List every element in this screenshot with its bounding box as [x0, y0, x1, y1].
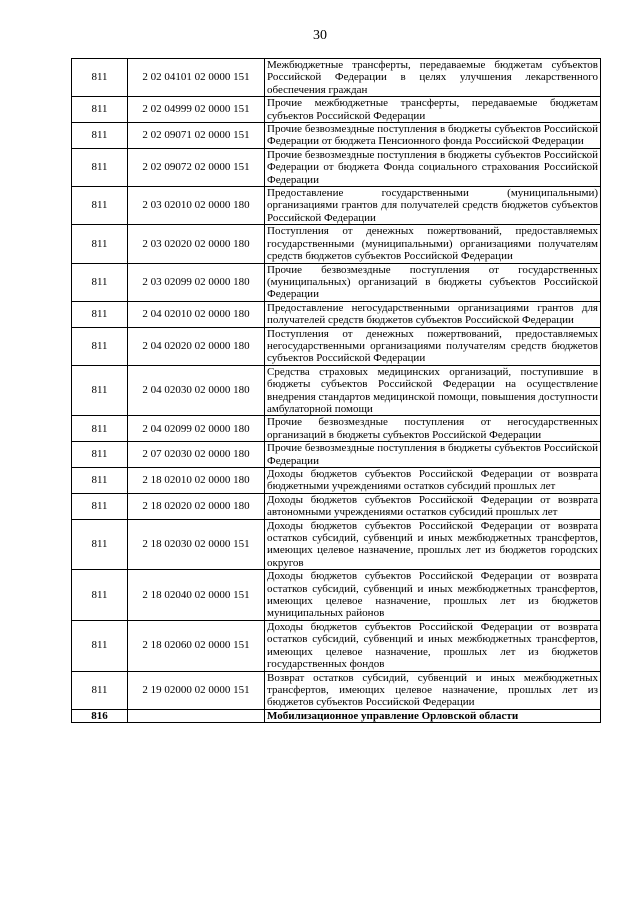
revenue-code-cell: 2 04 02030 02 0000 180	[128, 365, 265, 416]
revenue-name-cell: Прочие безвозмездные поступления в бюджеты субъектов Российской Федерации от бюджета Пенсионного фонда Российской Федерации	[265, 123, 601, 149]
revenue-code-cell: 2 18 02060 02 0000 151	[128, 620, 265, 671]
administrator-code-cell: 811	[72, 148, 128, 186]
administrator-code-cell: 811	[72, 301, 128, 327]
administrator-code-cell: 811	[72, 671, 128, 709]
revenue-name-cell: Доходы бюджетов субъектов Российской Федерации от возврата автономными учреждениями остатков субсидий прошлых лет	[265, 493, 601, 519]
table-row	[72, 416, 601, 442]
table-row	[72, 301, 601, 327]
revenue-code-cell: 2 18 02040 02 0000 151	[128, 570, 265, 621]
revenue-code-cell: 2 04 02020 02 0000 180	[128, 327, 265, 365]
section-row	[72, 709, 601, 722]
administrator-code-cell: 811	[72, 519, 128, 570]
administrator-code-cell: 811	[72, 263, 128, 301]
table-row	[72, 468, 601, 494]
administrator-code-cell: 811	[72, 97, 128, 123]
revenue-code-cell: 2 02 09071 02 0000 151	[128, 123, 265, 149]
revenue-name-cell: Мобилизационное управление Орловской области	[265, 709, 601, 722]
table-row	[72, 263, 601, 301]
administrator-code-cell: 816	[72, 709, 128, 722]
revenue-code-cell: 2 03 02010 02 0000 180	[128, 187, 265, 225]
administrator-code-cell: 811	[72, 570, 128, 621]
revenue-name-cell: Прочие безвозмездные поступления от негосударственных организаций в бюджеты субъектов Российской Федерации	[265, 416, 601, 442]
revenue-name-cell: Доходы бюджетов субъектов Российской Федерации от возврата остатков субсидий, субвенций и иных межбюджетных трансфертов, имеющих целевое назначение, прошлых лет из бюджетов городских округов	[265, 519, 601, 570]
administrator-code-cell: 811	[72, 442, 128, 468]
table-row	[72, 493, 601, 519]
revenue-code-cell: 2 04 02099 02 0000 180	[128, 416, 265, 442]
administrator-code-cell: 811	[72, 365, 128, 416]
table-row	[72, 97, 601, 123]
table-row	[72, 148, 601, 186]
revenue-code-cell: 2 18 02020 02 0000 180	[128, 493, 265, 519]
table-row	[72, 442, 601, 468]
revenue-name-cell: Поступления от денежных пожертвований, предоставляемых негосударственными организациями получателям средств бюджетов субъектов Российской Федерации	[265, 327, 601, 365]
administrator-code-cell: 811	[72, 416, 128, 442]
table-row	[72, 671, 601, 709]
revenue-code-cell: 2 03 02020 02 0000 180	[128, 225, 265, 263]
administrator-code-cell: 811	[72, 187, 128, 225]
revenue-name-cell: Предоставление государственными (муниципальными) организациями грантов для получателей средств бюджетов субъектов Российской Федерации	[265, 187, 601, 225]
revenue-name-cell: Доходы бюджетов субъектов Российской Федерации от возврата остатков субсидий, субвенций и иных межбюджетных трансфертов, имеющих целевое назначение, прошлых лет из бюджетов муниципальных районов	[265, 570, 601, 621]
table-row	[72, 187, 601, 225]
revenue-code-cell: 2 02 09072 02 0000 151	[128, 148, 265, 186]
administrator-code-cell: 811	[72, 59, 128, 97]
revenue-name-cell: Возврат остатков субсидий, субвенций и иных межбюджетных трансфертов, имеющих целевое назначение, прошлых лет из бюджетов субъектов Российской Федерации	[265, 671, 601, 709]
revenue-name-cell: Прочие безвозмездные поступления от государственных (муниципальных) организаций в бюджеты субъектов Российской Федерации	[265, 263, 601, 301]
revenue-name-cell: Прочие безвозмездные поступления в бюджеты субъектов Российской Федерации	[265, 442, 601, 468]
revenue-name-cell: Предоставление негосударственными организациями грантов для получателей средств бюджетов субъектов Российской Федерации	[265, 301, 601, 327]
table-row	[72, 570, 601, 621]
revenue-code-cell: 2 19 02000 02 0000 151	[128, 671, 265, 709]
table-row	[72, 225, 601, 263]
revenue-code-cell: 2 03 02099 02 0000 180	[128, 263, 265, 301]
budget-classification-table	[71, 58, 601, 723]
revenue-name-cell: Доходы бюджетов субъектов Российской Федерации от возврата бюджетными учреждениями остатков субсидий прошлых лет	[265, 468, 601, 494]
revenue-code-cell: 2 04 02010 02 0000 180	[128, 301, 265, 327]
revenue-code-cell: 2 02 04101 02 0000 151	[128, 59, 265, 97]
table-row	[72, 620, 601, 671]
revenue-name-cell: Поступления от денежных пожертвований, предоставляемых государственными (муниципальными) организациями получателям средств бюджетов субъектов Российской Федерации	[265, 225, 601, 263]
administrator-code-cell: 811	[72, 620, 128, 671]
table-row	[72, 123, 601, 149]
revenue-code-cell: 2 07 02030 02 0000 180	[128, 442, 265, 468]
table-row	[72, 59, 601, 97]
page-number: 30	[313, 28, 327, 43]
administrator-code-cell: 811	[72, 225, 128, 263]
revenue-code-cell	[128, 709, 265, 722]
table-body	[72, 59, 601, 723]
revenue-name-cell: Межбюджетные трансферты, передаваемые бюджетам субъектов Российской Федерации в целях улучшения лекарственного обеспечения граждан	[265, 59, 601, 97]
table-row	[72, 519, 601, 570]
administrator-code-cell: 811	[72, 468, 128, 494]
administrator-code-cell: 811	[72, 327, 128, 365]
revenue-code-cell: 2 02 04999 02 0000 151	[128, 97, 265, 123]
administrator-code-cell: 811	[72, 123, 128, 149]
table-row	[72, 365, 601, 416]
revenue-name-cell: Доходы бюджетов субъектов Российской Федерации от возврата остатков субсидий, субвенций и иных межбюджетных трансфертов, имеющих целевое назначение, прошлых лет из бюджетов государственных фондов	[265, 620, 601, 671]
revenue-name-cell: Прочие межбюджетные трансферты, передаваемые бюджетам субъектов Российской Федерации	[265, 97, 601, 123]
administrator-code-cell: 811	[72, 493, 128, 519]
revenue-code-cell: 2 18 02030 02 0000 151	[128, 519, 265, 570]
table-row	[72, 327, 601, 365]
revenue-name-cell: Прочие безвозмездные поступления в бюджеты субъектов Российской Федерации от бюджета Фонда социального страхования Российской Федерации	[265, 148, 601, 186]
revenue-code-cell: 2 18 02010 02 0000 180	[128, 468, 265, 494]
revenue-name-cell: Средства страховых медицинских организаций, поступившие в бюджеты субъектов Российской Федерации на осуществление внедрения стандартов медицинской помощи, повышения доступности амбулаторной помощи	[265, 365, 601, 416]
